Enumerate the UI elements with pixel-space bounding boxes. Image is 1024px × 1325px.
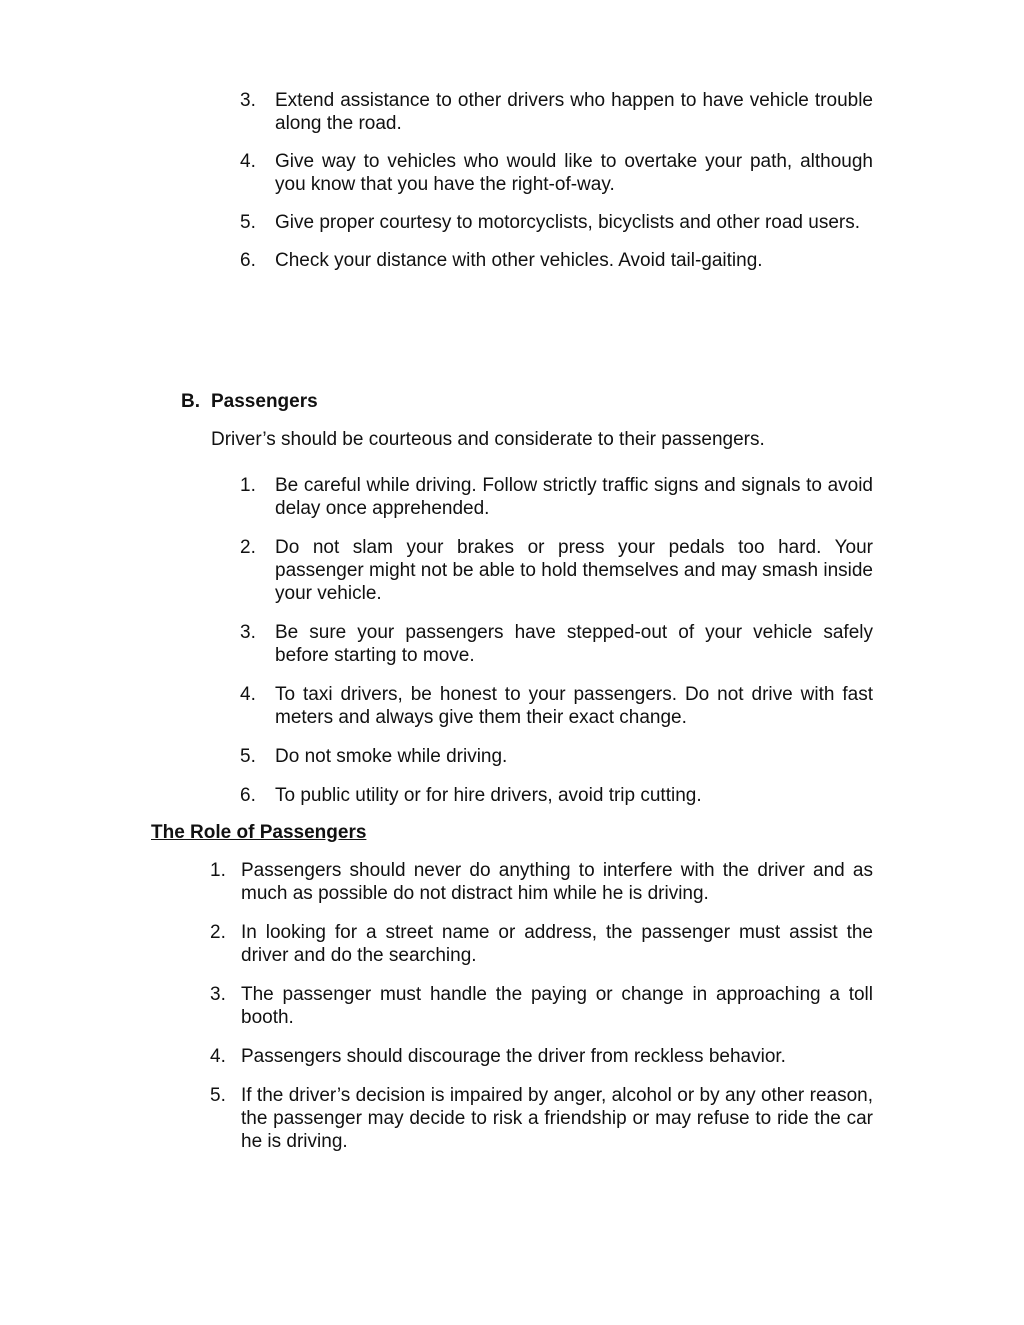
list-item-number: 3.: [240, 622, 256, 643]
list-item: [240, 536, 873, 605]
list-item-text: To taxi drivers, be honest to your passengers. Do not drive with fast meters and always give them their exact change.: [275, 684, 873, 728]
list-item-text: In looking for a street name or address, the passenger must assist the driver and do the searching.: [241, 922, 873, 966]
list-item-text: Give way to vehicles who would like to overtake your path, although you know that you have the right-of-way.: [275, 151, 873, 195]
list-item: [240, 784, 873, 807]
list-item: [210, 921, 873, 967]
list-item-text: If the driver’s decision is impaired by anger, alcohol or by any other reason, the passenger may decide to risk a friendship or may refuse to ride the car he is driving.: [241, 1085, 873, 1152]
list-item-number: 4.: [210, 1046, 226, 1067]
role-of-passengers-list: [0, 859, 873, 1153]
passenger-courtesy-list: [0, 474, 873, 807]
list-item-number: 6.: [240, 785, 256, 806]
list-item-text: Passengers should never do anything to interfere with the driver and as much as possible do not distract him while he is driving.: [241, 860, 873, 904]
list-item-number: 5.: [210, 1085, 226, 1106]
section-letter: B.: [181, 391, 200, 412]
list-item: [240, 683, 873, 729]
list-item-number: 3.: [240, 90, 256, 111]
list-item-number: 2.: [210, 922, 226, 943]
list-item-text: Passengers should discourage the driver from reckless behavior.: [241, 1046, 786, 1067]
list-item-text: Do not slam your brakes or press your pedals too hard. Your passenger might not be able to hold themselves and may smash inside your vehicle.: [275, 537, 873, 604]
section-title: Passengers: [211, 391, 318, 412]
list-item: [210, 1084, 873, 1153]
list-item-text: Give proper courtesy to motorcyclists, bicyclists and other road users.: [275, 212, 861, 233]
list-item-text: Be sure your passengers have stepped-out of your vehicle safely before starting to move.: [275, 622, 873, 666]
list-item-number: 3.: [210, 984, 226, 1005]
list-item-number: 2.: [240, 537, 256, 558]
driver-courtesy-list-continued: [0, 89, 873, 272]
list-item-number: 5.: [240, 212, 256, 233]
list-item-text: The passenger must handle the paying or change in approaching a toll booth.: [241, 984, 873, 1028]
list-item: [210, 859, 873, 905]
list-item: [240, 89, 873, 135]
list-item-text: To public utility or for hire drivers, avoid trip cutting.: [275, 785, 702, 806]
list-item: [240, 474, 873, 520]
list-item-number: 4.: [240, 684, 256, 705]
list-item: [240, 621, 873, 667]
list-item: [210, 983, 873, 1029]
list-item: [240, 249, 873, 272]
list-item-number: 1.: [240, 475, 256, 496]
list-item: [240, 150, 873, 196]
list-item-number: 6.: [240, 250, 256, 271]
list-item-text: Be careful while driving. Follow strictly traffic signs and signals to avoid delay once apprehended.: [275, 475, 873, 519]
list-item: [240, 745, 873, 768]
list-item-text: Extend assistance to other drivers who happen to have vehicle trouble along the road.: [275, 90, 873, 134]
list-item: [210, 1045, 873, 1068]
list-item-number: 5.: [240, 746, 256, 767]
list-item-number: 4.: [240, 151, 256, 172]
section-heading-role-of-passengers: The Role of Passengers: [151, 822, 367, 843]
section-heading-passengers: [181, 390, 318, 413]
list-item: [240, 211, 873, 234]
list-item-number: 1.: [210, 860, 226, 881]
list-item-text: Check your distance with other vehicles. Avoid tail-gaiting.: [275, 250, 763, 271]
list-item-text: Do not smoke while driving.: [275, 746, 508, 767]
section-intro: Driver’s should be courteous and considerate to their passengers.: [211, 429, 765, 450]
